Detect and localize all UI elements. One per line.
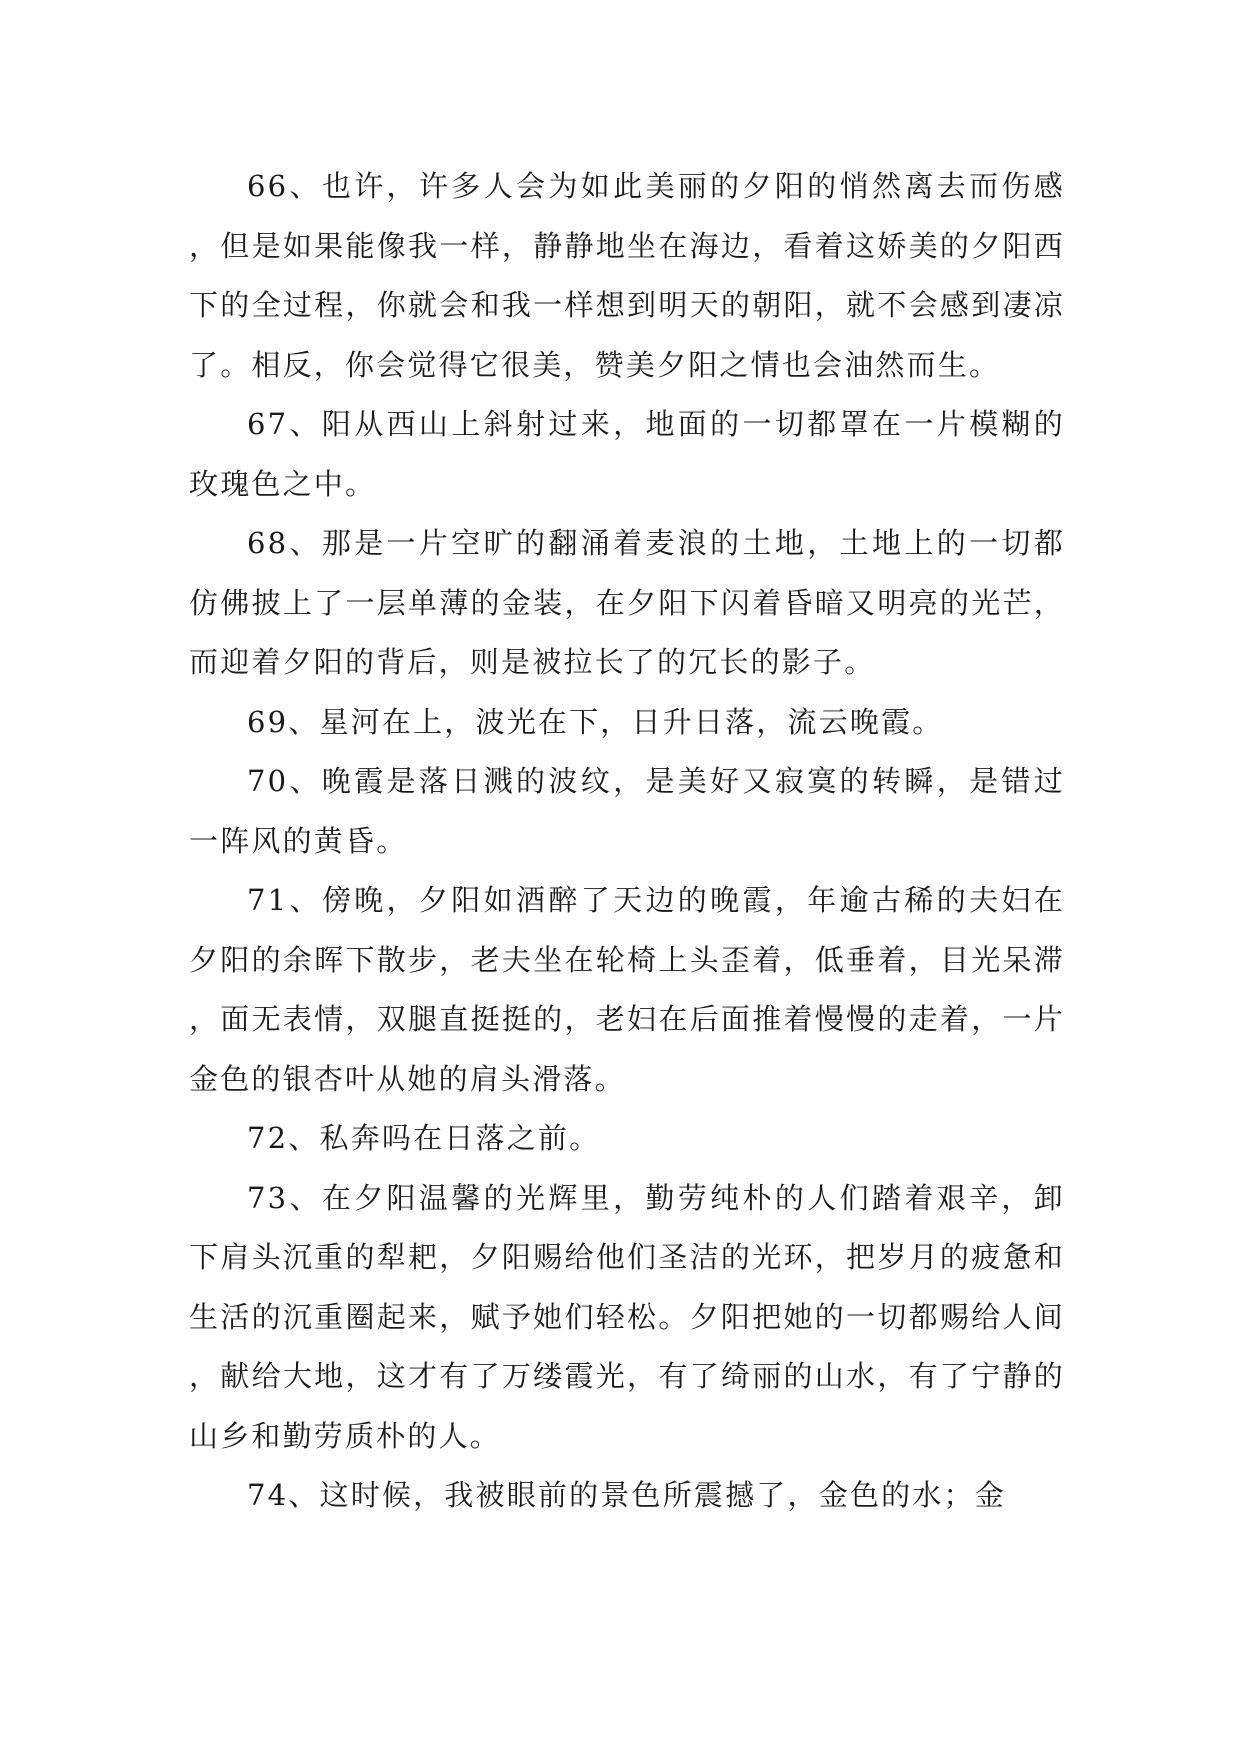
paragraph-73: 73、在夕阳温馨的光辉里，勤劳纯朴的人们踏着艰辛，卸下肩头沉重的犁耙，夕阳赐给他们圣洁的光环，把岁月的疲惫和生活的沉重圈起来，赋予她们轻松。夕阳把她的一切都赐给人间，献给大地，这才有了万缕霞光，有了绮丽的山水，有了宁静的山乡和勤劳质朴的人。 [189,1180,1065,1453]
paragraph-72: 72、私奔吗在日落之前。 [247,1121,601,1155]
paragraph-70: 70、晚霞是落日溅的波纹，是美好又寂寞的转瞬，是错过一阵风的黄昏。 [189,764,1065,858]
paragraph-68: 68、那是一片空旷的翻涌着麦浪的土地，土地上的一切都仿佛披上了一层单薄的金装，在夕阳下闪着昏暗又明亮的光芒，而迎着夕阳的背后，则是被拉长了的冗长的影子。 [189,526,1065,679]
paragraph-69: 69、星河在上，波光在下，日升日落，流云晚霞。 [247,704,944,739]
paragraph-67: 67、阳从西山上斜射过来，地面的一切都罩在一片模糊的玫瑰色之中。 [189,407,1065,501]
paragraph-66: 66、也许，许多人会为如此美丽的夕阳的悄然离去而伤感，但是如果能像我一样，静静地坐在海边，看着这娇美的夕阳西下的全过程，你就会和我一样想到明天的朝阳，就不会感到凄凉了。相反，你会觉得它很美，赞美夕阳之情也会油然而生。 [189,169,1065,382]
document-body [189,157,1065,1526]
paragraph-74: 74、这时候，我被眼前的景色所震撼了，金色的水；金 [247,1478,1006,1512]
paragraph-71: 71、傍晚，夕阳如酒醉了天边的晚霞，年逾古稀的夫妇在夕阳的余晖下散步，老夫坐在轮椅上头歪着，低垂着，目光呆滞，面无表情，双腿直挺挺的，老妇在后面推着慢慢的走着，一片金色的银杏叶从她的肩头滑落。 [189,883,1065,1096]
